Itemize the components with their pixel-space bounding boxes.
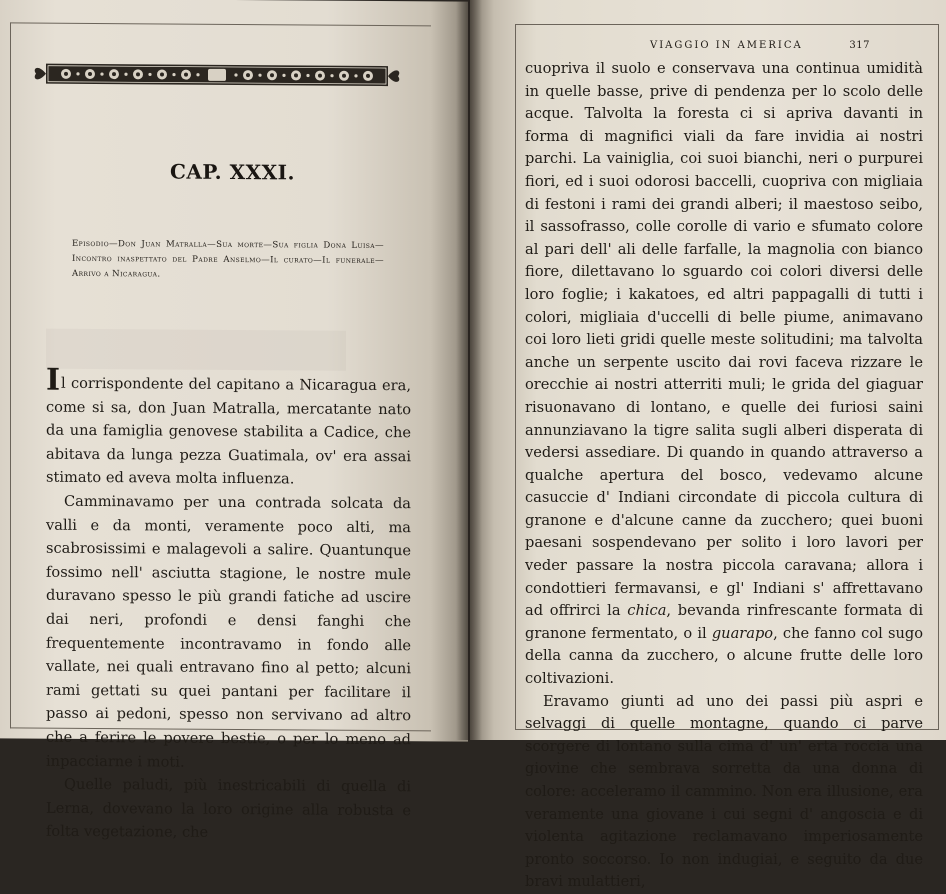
chapter-summary: Episodio—Don Juan Matralla—Sua morte—Sua figlia Dona Luisa—Incontro inaspettato del Padre Anselmo—Il curato—Il funerale—Arrivo a Nicaragua. xyxy=(72,238,384,280)
chapter-title: CAP. XXXI. xyxy=(170,159,295,185)
paragraph: Camminavamo per una contrada solcata da valli e da monti, veramente poco alti, ma scabrosissimi e malagevoli a salire. Quantunque fossimo nell' asciutta stagione, le nostre mule duravano spesso le più grandi fatiche ad uscire dai neri, profondi e densi fanghi che frequentemente incontravamo in fondo alle vallate, nei quali entravano fino al petto; alcuni rami gettati su quei pantani per facilitare il passo ai pedoni, spesso non servivano ad altro che a ferire le povere bestie, o per lo meno ad inpacciarne i moti. xyxy=(46,492,411,771)
italic-word: guarapo xyxy=(711,624,774,642)
paragraph xyxy=(46,362,411,493)
book-gutter xyxy=(456,0,482,740)
right-page xyxy=(470,0,946,891)
paragraph: Quelle paludi, più inestricabili di quella di Lerna, dovevano la loro origine alla robusta e folta vegetazione, che xyxy=(46,775,411,842)
paragraph-text: , che fanno col sugo della canna da zucchero, o alcune frutte delle loro coltivazioni. xyxy=(525,624,923,688)
drop-cap: I xyxy=(46,362,61,398)
paragraph: Eravamo giunti ad uno dei passi più aspri e selvaggi di quelle montagne, quando ci parve scorgere di lontano sulla cima d' un' erta roccia una giovine che sembrava sorretta da una donna di colore: acceleramo il cammino. Non era illusione, era veramente una giovane i cui segni d' angoscia e di violenta agitazione reclamavano imperiosamente pronto soccorso. Io non indugiai, e seguito da due bravi mulattieri, xyxy=(525,692,923,891)
page-bleed-through xyxy=(46,329,346,371)
page-number: 317 xyxy=(849,40,870,51)
left-page xyxy=(0,0,468,842)
ornamental-header-band xyxy=(32,59,402,92)
paragraph xyxy=(525,58,923,691)
left-body-text xyxy=(46,362,411,846)
paragraph-text: , bevanda rinfrescante formata di granone fermentato, o il xyxy=(525,602,923,642)
paragraph-text: cuopriva il suolo e conservava una continua umidità in quelle basse, prive di pendenza per lo scolo delle acque. Talvolta la foresta ci si apriva davanti in forma di magnifici viali da fare invidia ai nostri parchi. La vainiglia, coi suoi bianchi, neri o purpurei fiori, ed i suoi odorosi baccelli, cuopriva con migliaia di festoni i rami dei grandi alberi; il maestoso seibo, il sassofrasso, colle corolle di vario e sfumato colore al pari dell' ali delle farfalle, la magnolia con bianco fiore, dilettavano lo sguardo coi colori diversi delle loro foglie; i kakatoes, ed altri pappagalli di tutti i colori, migliaia d'uccelli di belle piume, animavano coi loro lieti gridi quelle meste solitudini; ma talvolta anche un serpente uscito dai rovi faceva rizzare le orecchie ai nostri atterriti muli; le grida del giaguar risuonavano di lontano, e quelle dei furiosi saini annunziavano la tigre salita sugli alberi disperata di vedersi assediare. Di quando in quando attraverso a qualche apertura del bosco, vedevamo alcune casuccie d' Indiani circondate di piccola cultura di granone e d'alcune canne da zucchero; quei buoni paesani sospendevano per solito i loro lavori per veder passare la nostra piccola caravana; allora i condottieri fermavansi, e gl' Indiani s' affrettavano ad offrirci la xyxy=(525,60,923,620)
paragraph-text: l corrispondente del capitano a Nicaragua era, come si sa, don Juan Matralla, mercatante nato da una famiglia genovese stabilita a Cadice, che abitava da lunga pezza Guatimala, ov' era assai stimato ed aveva molta influenza. xyxy=(46,374,411,488)
running-title: VIAGGIO IN AMERICA xyxy=(650,40,803,51)
italic-word: chica xyxy=(627,602,667,620)
right-body-text xyxy=(525,58,923,894)
